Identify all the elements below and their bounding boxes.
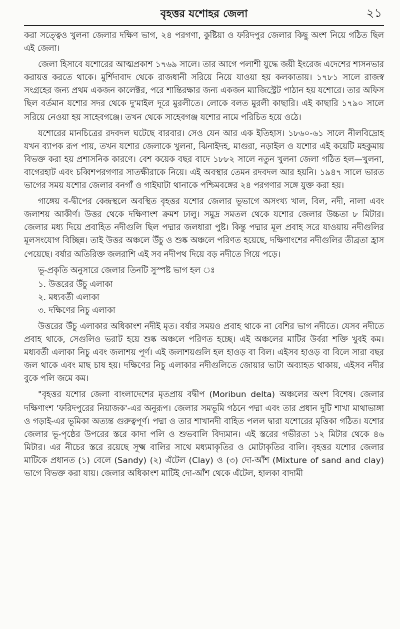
page-header	[24, 4, 384, 24]
paragraph-3: যশোরের মানচিত্রের রদবদল ঘটেছে বারবার। সেও যেন আর এক ইতিহাস। ১৮৬০-৬১ সালে নীলবিদ্রোহ যখন ব্যাপক রূপ পায়, তখন যশোর জেলাকে খুলনা, ঝিনাইদহ, মাগুরা, নড়াইল ও যশোর এই কয়েটি মহকুমায় বিভক্ত করা হয় প্রশাসনিক কারণে। বেশ কয়েক বছর বাদে ১৮৮২ সালে নতুন খুলনা জেলা গঠিত হল—খুলনা, বাগেরহাট এবং চব্বিশপরগণার সাতক্ষীরাকে নিয়ে। এই অবস্থার তেমন রদবদল আর হয়নি। ১৯৪৭ সালে ভারত ভাগের সময় যশোর জেলার বনগাঁ ও গাইঘাটা থানাকে পশ্চিমবঙ্গের ২৪ পরগণার সঙ্গে যুক্ত করা হয়।	[24, 127, 384, 191]
paragraph-6: "বৃহত্তর যশোর জেলা বাংলাদেশের মৃতপ্রায় বদ্বীপ (Moribun delta) অঞ্চলের অংশ বিশেষ। জেলার দক্ষিণাংশ 'ফরিদপুরের নিয়াজক'-এর অনুরূপ। জেলার সমভূমি গঠনে পদ্মা এবং তার প্রধান দুটি শাখা মাথাভাঙ্গা ও গড়াই-এর ভূমিকা অত্যন্ত গুরুত্বপূর্ণ। পদ্মা ও তার শাখানদী বাহিত পলল দ্বারা যশোরের মৃত্তিকা গঠিত। যশোর জেলার ভূ-পৃষ্ঠের উপরের স্তরে কাদা পলি ও শুভবালি বিদ্যমান। এই স্তরের গভীরতা ১২ মিটার থেকে ৪৬ মিটার। এর নীচের স্তরে রয়েছে সূক্ষ্ম বালির সাথে মধ্যমাকৃতির ও মোটাকৃতির বালি। বৃহত্তর যশোর জেলার মাটিকে প্রধানত (১) বেলে (Sandy) (২) এঁটেল (Clay) ও (৩) দো-আঁশ (Mixture of sand and clay) ভাগে বিভক্ত করা যায়। জেলার অধিকাংশ মাটিই দো-আঁশ থেকে এঁটেল, হালকা বাদামী	[24, 389, 384, 478]
topography-list	[38, 278, 384, 317]
list-item: ১. উত্তরের উঁচু এলাকা	[38, 278, 113, 289]
running-title: বৃহত্তর যশোহর জেলা	[160, 8, 248, 20]
topography-intro: ভূ-প্রকৃতি অনুসারে জেলার তিনটি সুস্পষ্ট ভাগ হল ঃ	[38, 264, 215, 275]
list-item: ৩. দক্ষিণের নিচু এলাকা	[38, 304, 116, 315]
page-number: ২১	[366, 6, 382, 20]
paragraph-5: উত্তরের উঁচু এলাকার অধিকাংশ নদীই মৃত। বর্ষার সময়ও প্রবাহ থাকে না বেশির ভাগ নদীতে। যেসব নদীতে প্রবাহ থাকে, সেগুলিও ভরাট হয়ে শুষ্ক অঞ্চলে পরিণত হচ্ছে। এই অঞ্চলের মাটির উর্বরা শক্তি খুবই কম। মধ্যবর্তী এলাকা নিচু এবং জলাশয় পূর্ণ। এই জলাশয়গুলি হল হাওড় বা বিল। এইসব হাওড় বা বিলে সারা বছর জল থাকে এবং মাছ চাষ হয়। দক্ষিণের নিচু এলাকার নদীগুলিতে জোয়ার ভাটা অব্যাহত থাকায়, এইসব নদীর বুকে পলি জমে কম।	[24, 320, 384, 384]
paragraph-4: গাঙ্গেয় ব-দ্বীপের কেন্দ্রস্থলে অবস্থিত বৃহত্তর যশোর জেলার ভূভাগে অসংখ্য খাল, বিল, নদী, নালা এবং জলাশয় আকীর্ণ। উত্তর থেকে দক্ষিণাংশ ক্রমশ ঢালু। সমুদ্র সমতল থেকে যশোর জেলার উচ্চতা ৮ মিটার। জেলার মধ্য দিয়ে প্রবাহিত নদীগুলি ছিল পদ্মার জলধারা পুষ্ট। কিন্তু পদ্মার মূল প্রবাহ সরে যাওয়ায় নদীগুলির মূলসংযোগ বিচ্ছিন্ন। তাই উত্তর অঞ্চলে উঁচু ও শুষ্ক অঞ্চলে পরিণত হয়েছে, দক্ষিণাংশের নদীগুলির তীব্রতা হ্রাস পেয়েছে। বর্ষার অতিরিক্ত জলরাশি এই সব নদীপথ দিয়ে বড় নদীতে গিয়ে পড়ে।	[24, 196, 384, 259]
header-rule	[24, 25, 384, 26]
paragraph-1: করা সত্ত্বেও খুলনা জেলার দক্ষিণ ভাগ, ২৪ পরগণা, কুষ্টিয়া ও ফরিদপুর জেলার কিছু অংশ নিয়ে গঠিত ছিল এই জেলা।	[24, 30, 384, 54]
paragraph-2: জেলা হিসাবে যশোরের আত্মপ্রকাশ ১৭৬৯ সালে। তার আগে পলাশী যুদ্ধে জয়ী ইংরেজ এদেশের শাসনভার করায়ত্ত করতে থাকে। মুর্শিদাবাদ থেকে রাজধানী সরিয়ে নিয়ে যাওয়া হয় কলকাতায়। ১৭৮১ সালে রাজস্ব সংগ্রহের জন্য প্রথম একজন কালেক্টর, পরে শান্তিরক্ষার জন্য একজন ম্যাজিস্ট্রেট পাঠান হয় যশোরে। তার অফিস ছিল বর্তমান যশোর সদর থেকে দু'মাইল দূরে মুরলীতে। লোকে বলত মুরলী কাছারি। এই কাছারি ১৭৯০ সালে সরিয়ে নেওয়া হয় সাহেবগঞ্জে। তখন থেকে সাহেবগঞ্জ যশোর নামে পরিচিত হয়ে ওঠে।	[24, 59, 384, 122]
list-item: ২. মধ্যবর্তী এলাকা	[38, 291, 100, 302]
